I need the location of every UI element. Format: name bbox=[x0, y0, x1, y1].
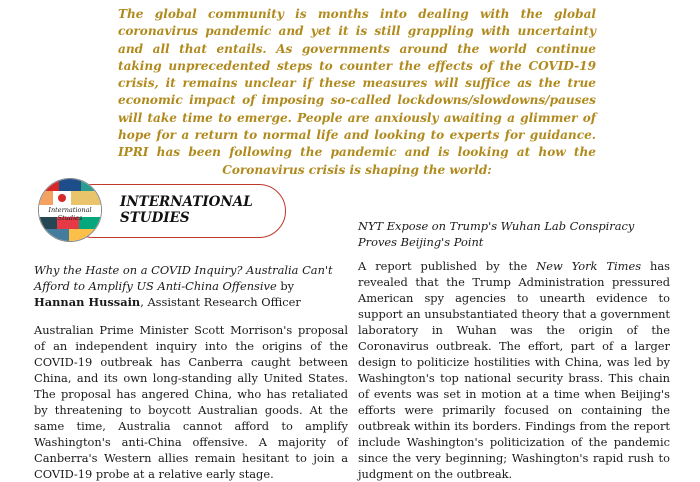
left-article-body: Australian Prime Minister Scott Morrison's proposal of an independent inquiry into the origins of the COVID-19 outbreak has Canberra caught between China, and its own long-standing ally United States. The proposal has angered China, who has retaliated by threatening to boycott Australian goods. At the same time, Australia cannot afford to amplify Washington's anti-China offensive. A majority of Canberra's Western allies remain hesitant to join a COVID-19 probe at a relative early stage. bbox=[34, 323, 348, 481]
right-article-source: New York Times bbox=[536, 259, 642, 273]
section-label-line1: INTERNATIONAL bbox=[120, 194, 253, 210]
left-article-title: Why the Haste on a COVID Inquiry? Australia Can't Afford to Amplify US Anti-China Offensive bbox=[34, 263, 333, 293]
right-article-body-text: has revealed that the Trump Administration pressured American spy agencies to unearth evidence to support an unsubstantiated theory that a government laboratory in Wuhan was the origin of the Coronavirus outbreak. The effort, part of a larger design to politicize hostilities with China, was led by Washington's top national security brass. This chain of events was set in motion at a time when Beijing's efforts were primarily focused on containing the outbreak within its borders. Findings from the report include Washington's politicization of the pandemic since the very beginning; Washington's rapid rush to judgment on the outbreak. bbox=[358, 259, 670, 481]
left-article-author-role: , Assistant Research Officer bbox=[140, 295, 301, 309]
left-article-author: Hannan Hussain bbox=[34, 295, 141, 309]
logo-caption: International Studies bbox=[48, 206, 92, 222]
right-article-body-prefix: A report published by the bbox=[358, 259, 537, 273]
left-article-by: by bbox=[280, 279, 295, 293]
right-article-body bbox=[358, 258, 670, 482]
intro-paragraph: The global community is months into dealing with the global coronavirus pandemic and yet it is still grappling with uncertainty and all that entails. As governments around the world continue taking unprecedented steps to counter the effects of the COVID-19 crisis, it remains unclear if these measures will suffice as the true economic impact of imposing so-called lockdowns/slowdowns/pauses will take time to emerge. People are anxiously awaiting a glimmer of hope for a return to normal life and looking to experts for guidance. IPRI has been following the pandemic and is looking at how the Coronavirus crisis is shaping the world: bbox=[118, 7, 596, 177]
section-label-line2: STUDIES bbox=[120, 210, 190, 226]
international-studies-logo bbox=[38, 178, 102, 242]
left-article-header bbox=[34, 262, 348, 310]
section-badge-label bbox=[120, 194, 253, 226]
section-badge bbox=[38, 178, 338, 244]
right-article-title: NYT Expose on Trump's Wuhan Lab Conspiracy Proves Beijing's Point bbox=[358, 219, 635, 249]
